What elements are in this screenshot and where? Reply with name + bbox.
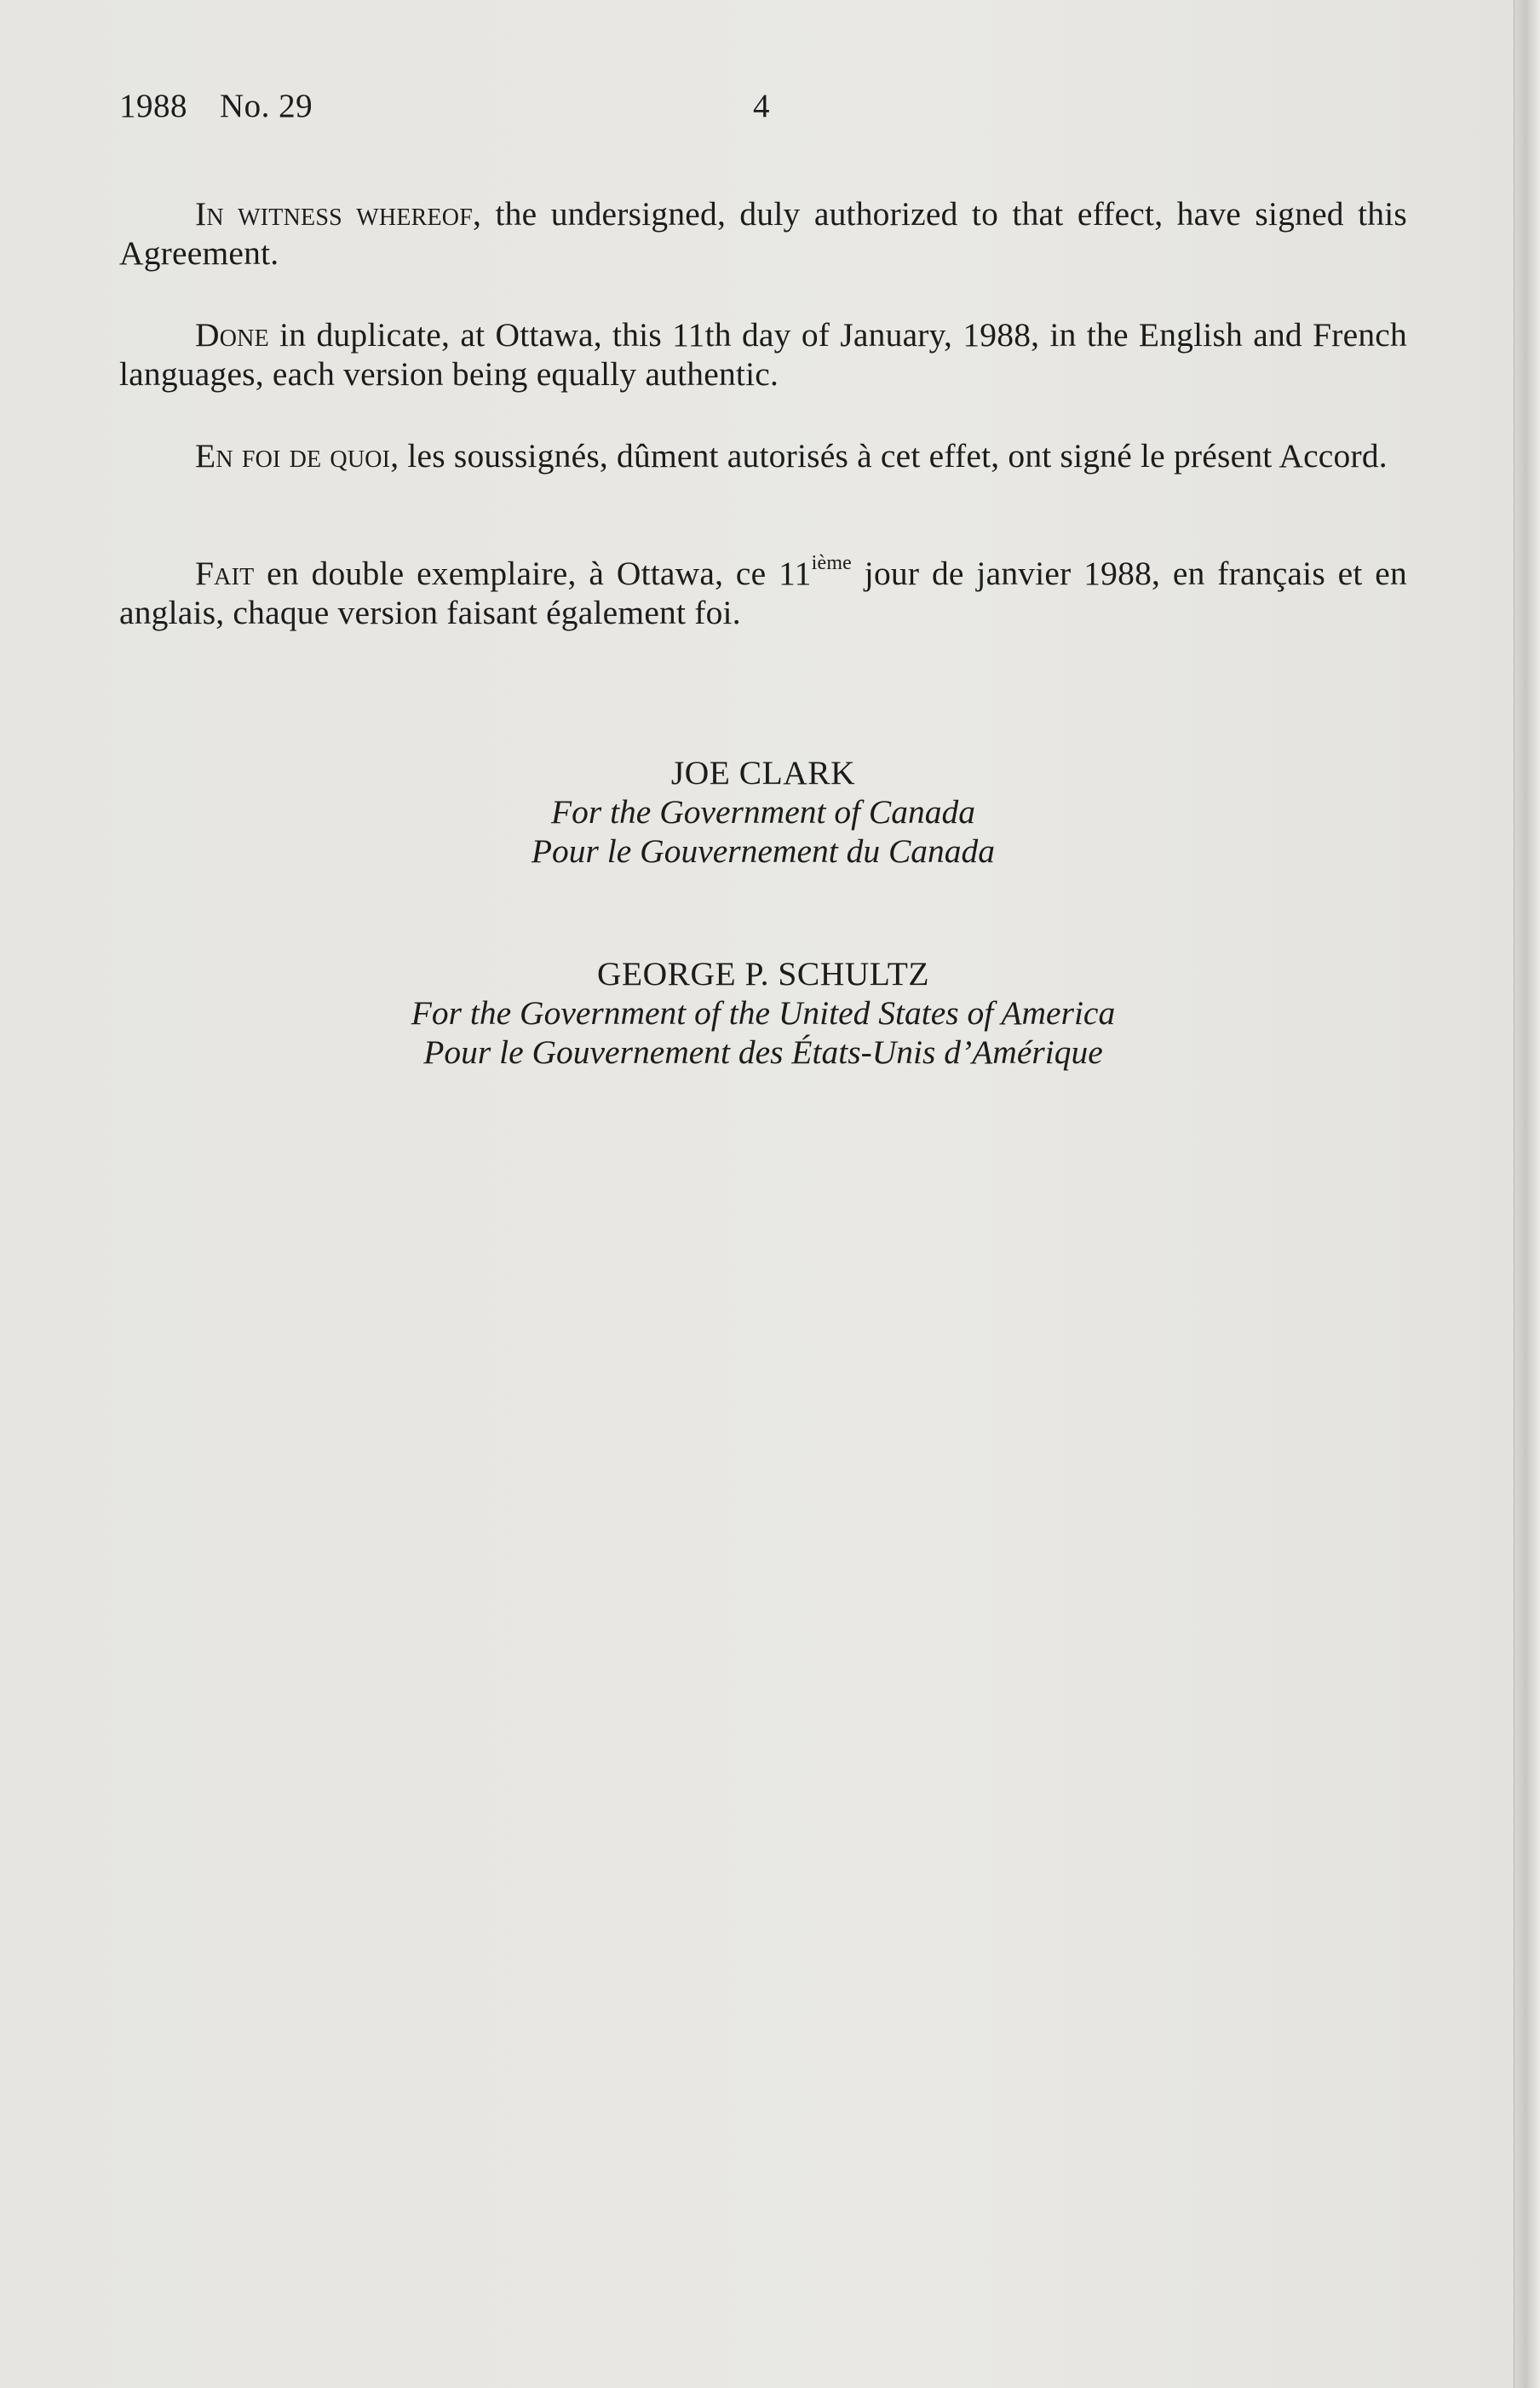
paragraph-lead: In witness whereof, bbox=[195, 195, 482, 233]
paragraph-text: jour de janvier 1988, en français et en anglais, chaque version faisant également foi. bbox=[119, 555, 1407, 631]
done-paragraph-fr bbox=[119, 551, 1407, 632]
header-year: 1988 bbox=[119, 88, 187, 124]
signatory-role-fr: Pour le Gouvernement des États-Unis d’Amérique bbox=[423, 1033, 1103, 1071]
paragraph-text: en double exemplaire, à Ottawa, ce 11 bbox=[254, 555, 812, 592]
signatory-name: GEORGE P. SCHULTZ bbox=[596, 955, 930, 993]
paragraph-lead: En foi de quoi, bbox=[195, 437, 399, 475]
page-edge bbox=[1514, 0, 1540, 2388]
done-paragraph-en bbox=[119, 315, 1407, 394]
signatory-name: JOE CLARK bbox=[670, 754, 856, 791]
page-header bbox=[119, 87, 313, 125]
paragraph-text: the undersigned, duly authorized to that effect, have signed this Agreement. bbox=[119, 195, 1408, 272]
signature-block-canada bbox=[119, 753, 1407, 871]
signature-block-usa bbox=[119, 954, 1407, 1072]
signatory-role-en: For the Government of Canada bbox=[550, 793, 976, 831]
paragraph-text: in duplicate, at Ottawa, this 11th day of January, 1988, in the English and French languages, each version being equally authentic. bbox=[119, 316, 1407, 393]
superscript-ieme: ième bbox=[811, 551, 853, 574]
paragraph-lead: Fait bbox=[195, 555, 255, 592]
witness-paragraph-en bbox=[119, 194, 1407, 273]
paragraph-lead: Done bbox=[195, 316, 269, 354]
witness-paragraph-fr bbox=[119, 436, 1407, 475]
page-number: 4 bbox=[753, 88, 770, 124]
signatory-role-en: For the Government of the United States of America bbox=[411, 994, 1116, 1032]
paragraph-text: les soussignés, dûment autorisés à cet effet, ont signé le présent Accord. bbox=[399, 437, 1388, 475]
signatory-role-fr: Pour le Gouvernement du Canada bbox=[531, 832, 996, 870]
header-number: No. 29 bbox=[220, 88, 313, 124]
